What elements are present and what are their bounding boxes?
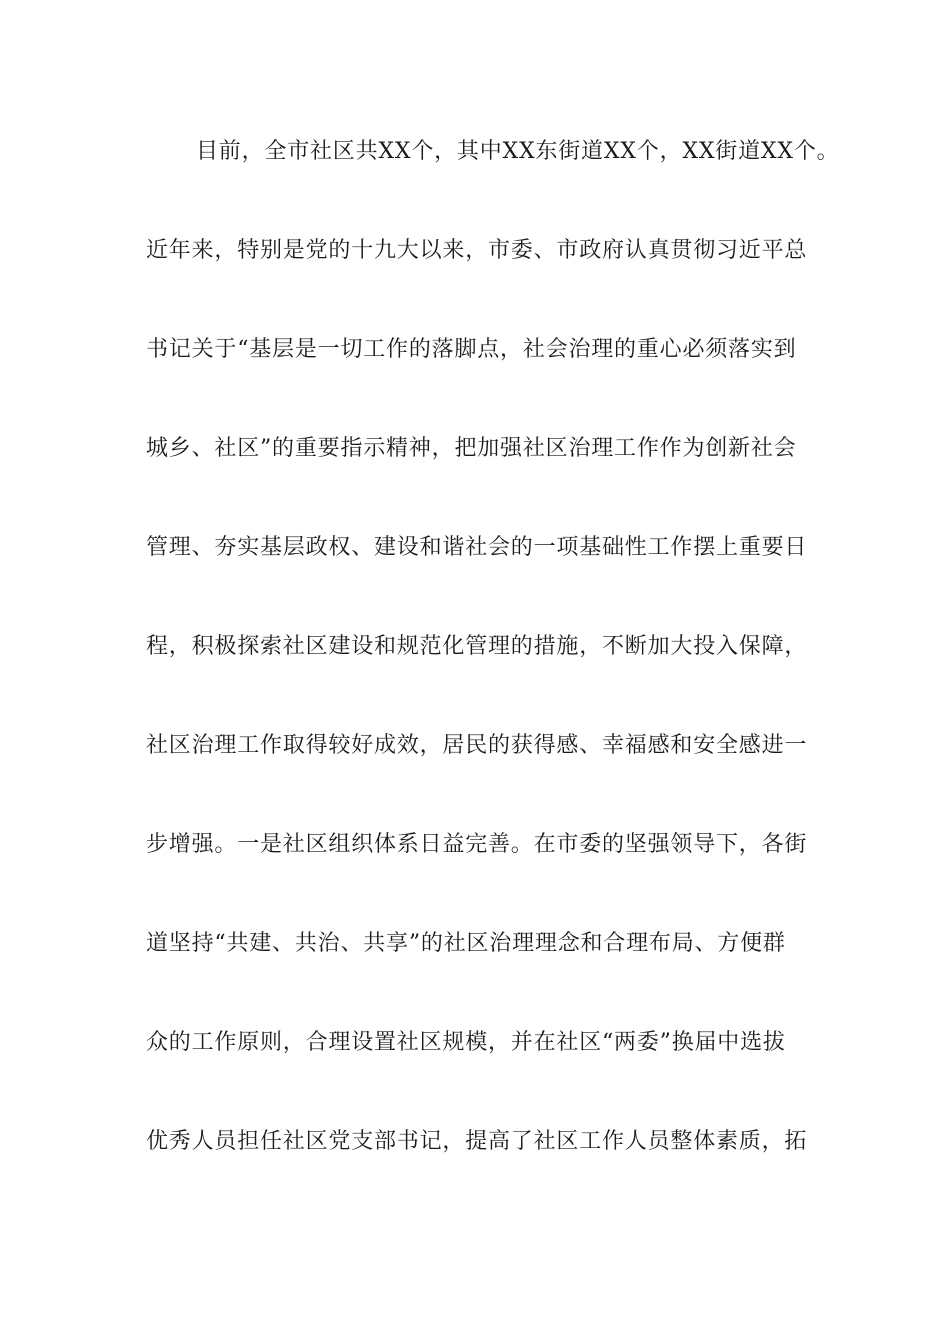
text-line-8: 步增强。一是社区组织体系日益完善。在市委的坚强领导下，各街	[146, 832, 808, 857]
text-line-10: 众的工作原则，合理设置社区规模，并在社区“两委”换届中选拔	[146, 1030, 786, 1055]
text-line-1: 目前，全市社区共XX个，其中XX东街道XX个，XX街道XX个。	[196, 139, 840, 164]
text-line-2: 近年来，特别是党的十九大以来，市委、市政府认真贯彻习近平总	[146, 238, 808, 263]
text-line-4: 城乡、社区”的重要指示精神，把加强社区治理工作作为创新社会	[146, 436, 797, 461]
text-line-11: 优秀人员担任社区党支部书记，提高了社区工作人员整体素质，拓	[146, 1129, 808, 1154]
text-line-5: 管理、夯实基层政权、建设和谐社会的一项基础性工作摆上重要日	[146, 535, 808, 560]
text-line-6: 程，积极探索社区建设和规范化管理的措施，不断加大投入保障，	[146, 634, 808, 659]
text-line-3: 书记关于“基层是一切工作的落脚点，社会治理的重心必须落实到	[146, 337, 797, 362]
text-line-9: 道坚持“共建、共治、共享”的社区治理理念和合理布局、方便群	[146, 931, 786, 956]
text-line-7: 社区治理工作取得较好成效，居民的获得感、幸福感和安全感进一	[146, 733, 808, 758]
